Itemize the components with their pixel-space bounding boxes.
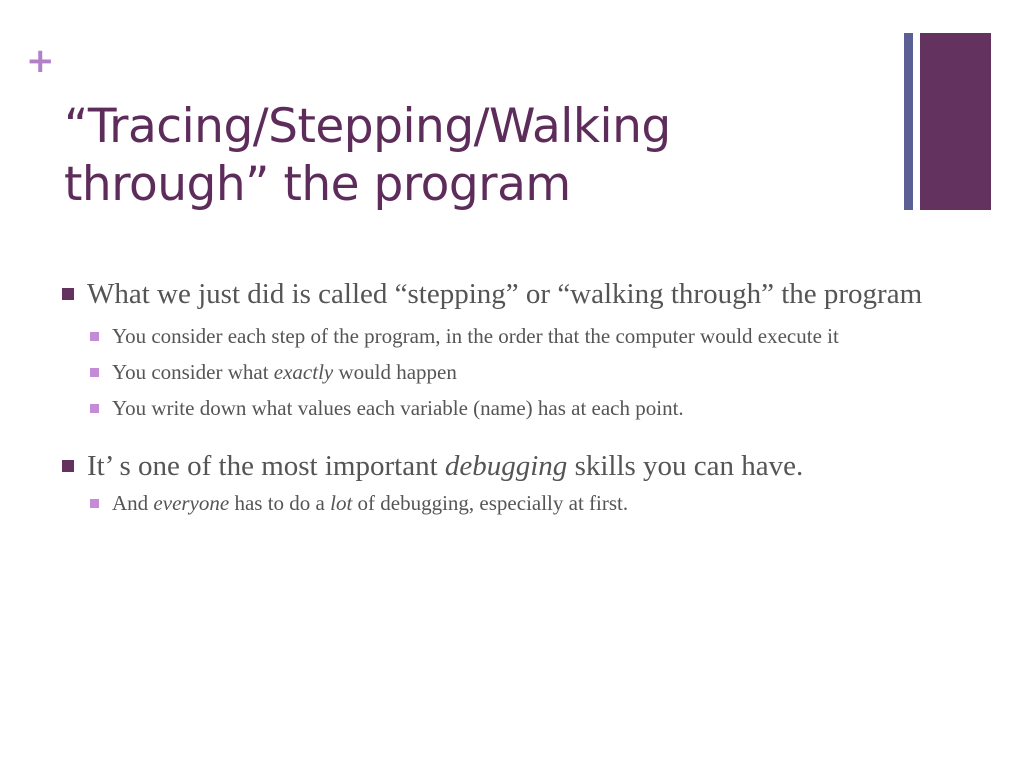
bullet-2-after: skills you can have. (567, 450, 804, 482)
bullet-1 (62, 276, 962, 312)
square-bullet-icon (90, 404, 99, 413)
square-bullet-icon (90, 499, 99, 508)
accent-bar-thin (904, 33, 913, 210)
sub-bullet-1-2-after: would happen (333, 360, 457, 384)
square-bullet-icon (62, 460, 74, 472)
plus-icon: + (26, 41, 55, 81)
square-bullet-icon (90, 368, 99, 377)
sub-bullet-2-1-emphasis-2: lot (330, 491, 353, 515)
sub-bullet-2-1-middle: has to do a (229, 491, 331, 515)
sub-bullet-2-1-emphasis-1: everyone (153, 491, 230, 515)
sub-bullet-1-2-emphasis: exactly (273, 360, 334, 384)
sub-bullet-1-3-text: You write down what values each variable (name) has at each point. (112, 396, 684, 420)
sub-bullet-1-1 (62, 323, 962, 350)
square-bullet-icon (90, 332, 99, 341)
sub-bullet-1-2 (62, 359, 962, 386)
bullet-1-text: What we just did is called “stepping” or “walking through” the program (87, 278, 923, 310)
sub-bullet-1-1-text: You consider each step of the program, in the order that the computer would execute it (112, 324, 839, 348)
sub-bullet-2-1 (62, 490, 962, 517)
sub-bullet-2-1-after: of debugging, especially at first. (352, 491, 629, 515)
sub-bullet-1-3 (62, 395, 962, 422)
bullet-2 (62, 448, 962, 484)
slide-body (62, 276, 962, 517)
slide-title: “Tracing/Stepping/Walking through” the program (64, 99, 671, 212)
accent-bar-thick (920, 33, 991, 210)
square-bullet-icon (62, 288, 74, 300)
sub-bullet-1-2-before: You consider what (112, 360, 274, 384)
sub-bullet-2-1-before: And (112, 491, 154, 515)
bullet-2-emphasis: debugging (444, 450, 568, 482)
bullet-2-before: It’ s one of the most important (87, 450, 445, 482)
